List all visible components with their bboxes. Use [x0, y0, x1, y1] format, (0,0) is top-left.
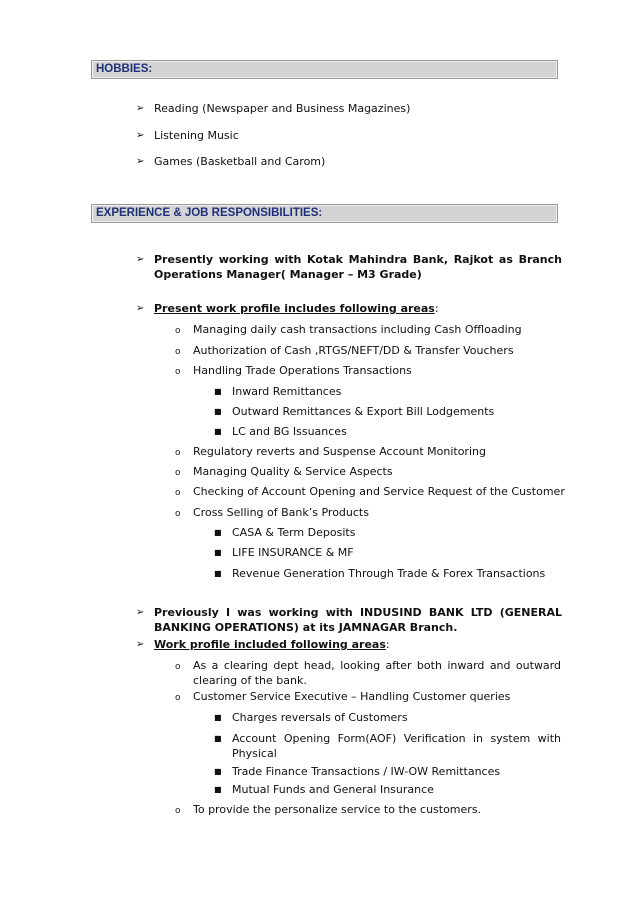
previous-profile-heading-text: Work profile included following areas: [154, 638, 386, 651]
current-duty: Checking of Account Opening and Service Request of the Customer: [193, 485, 565, 498]
current-duty: Managing Quality & Service Aspects: [193, 465, 393, 478]
experience-heading: EXPERIENCE & JOB RESPONSIBILITIES:: [91, 204, 558, 223]
previous-job-statement: Previously I was working with INDUSIND BANK LTD (GENERAL BANKING OPERATIONS) at its JAMNAGAR Branch.: [154, 606, 562, 634]
previous-duty: As a clearing dept head, looking after both inward and outward clearing of the bank.: [193, 659, 561, 687]
current-duty: Managing daily cash transactions including Cash Offloading: [193, 323, 522, 336]
current-duty: Regulatory reverts and Suspense Account Monitoring: [193, 445, 486, 458]
circle-bullet-icon: o: [175, 347, 181, 357]
circle-bullet-icon: o: [175, 509, 181, 519]
square-bullet-icon: ■: [214, 427, 222, 436]
service-sub-item: Trade Finance Transactions / IW-OW Remittances: [232, 765, 501, 778]
current-profile-heading: [154, 302, 439, 316]
square-bullet-icon: ■: [214, 734, 222, 743]
square-bullet-icon: ■: [214, 713, 222, 722]
service-sub-item: Charges reversals of Customers: [232, 711, 408, 724]
square-bullet-icon: ■: [214, 767, 222, 776]
square-bullet-icon: ■: [214, 407, 222, 416]
arrow-bullet-icon: ➢: [136, 156, 145, 167]
current-profile-colon: :: [434, 302, 439, 315]
circle-bullet-icon: o: [175, 488, 181, 498]
arrow-bullet-icon: ➢: [136, 254, 145, 265]
current-job-statement: Presently working with Kotak Mahindra Bank, Rajkot as Branch Operations Manager( Manager – M3 Grade): [154, 253, 562, 281]
arrow-bullet-icon: ➢: [136, 303, 145, 314]
circle-bullet-icon: o: [175, 367, 181, 377]
circle-bullet-icon: o: [175, 693, 181, 703]
circle-bullet-icon: o: [175, 806, 181, 816]
cross-sell-sub-item: LIFE INSURANCE & MF: [232, 546, 354, 559]
arrow-bullet-icon: ➢: [136, 130, 145, 141]
square-bullet-icon: ■: [214, 569, 222, 578]
circle-bullet-icon: o: [175, 326, 181, 336]
current-duty: Authorization of Cash ,RTGS/NEFT/DD & Transfer Vouchers: [193, 344, 514, 357]
previous-profile-colon: :: [385, 638, 390, 651]
trade-sub-item: Outward Remittances & Export Bill Lodgements: [232, 405, 495, 418]
hobby-item: Games (Basketball and Carom): [154, 155, 326, 168]
arrow-bullet-icon: ➢: [136, 103, 145, 114]
cross-sell-sub-item: Revenue Generation Through Trade & Forex Transactions: [232, 567, 546, 580]
current-profile-heading-text: Present work profile includes following areas: [154, 302, 435, 315]
circle-bullet-icon: o: [175, 662, 181, 672]
circle-bullet-icon: o: [175, 468, 181, 478]
current-duty: Cross Selling of Bank’s Products: [193, 506, 369, 519]
square-bullet-icon: ■: [214, 528, 222, 537]
service-sub-item: Account Opening Form(AOF) Verification in system with Physical: [232, 732, 561, 760]
trade-sub-item: Inward Remittances: [232, 385, 342, 398]
previous-profile-heading: [154, 638, 390, 652]
previous-duty: To provide the personalize service to the customers.: [193, 803, 482, 816]
trade-sub-item: LC and BG Issuances: [232, 425, 347, 438]
square-bullet-icon: ■: [214, 387, 222, 396]
hobby-item: Listening Music: [154, 129, 239, 142]
previous-duty: Customer Service Executive – Handling Customer queries: [193, 690, 511, 703]
arrow-bullet-icon: ➢: [136, 607, 145, 618]
current-duty: Handling Trade Operations Transactions: [193, 364, 412, 377]
hobbies-heading: HOBBIES:: [91, 60, 558, 79]
service-sub-item: Mutual Funds and General Insurance: [232, 783, 434, 796]
circle-bullet-icon: o: [175, 448, 181, 458]
square-bullet-icon: ■: [214, 785, 222, 794]
hobby-item: Reading (Newspaper and Business Magazines): [154, 102, 411, 115]
arrow-bullet-icon: ➢: [136, 639, 145, 650]
cross-sell-sub-item: CASA & Term Deposits: [232, 526, 356, 539]
square-bullet-icon: ■: [214, 548, 222, 557]
